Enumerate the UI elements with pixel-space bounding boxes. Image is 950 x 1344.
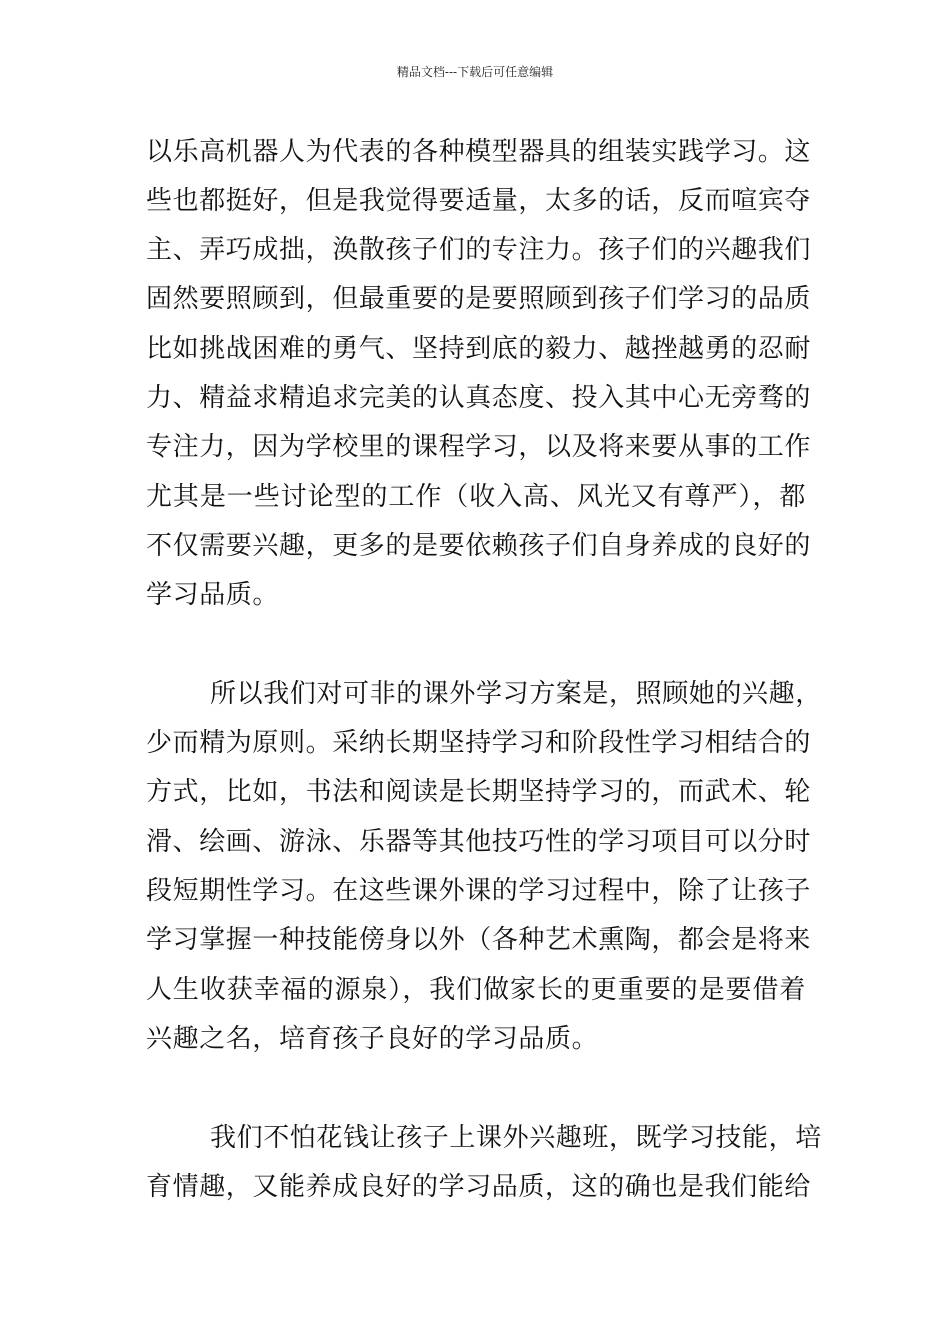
paragraph-1-line-1: 以乐高机器人为代表的各种模型器具的组装实践学习。这 bbox=[146, 137, 812, 167]
paragraph-3-line-2: 育情趣，又能养成良好的学习品质，这的确也是我们能给 bbox=[146, 1172, 812, 1202]
paragraph-1-line-2: 些也都挺好，但是我觉得要适量，太多的话，反而喧宾夺 bbox=[146, 186, 812, 216]
page-header: 精品文档---下载后可任意编辑 bbox=[396, 65, 554, 79]
paragraph-2-line-5: 段短期性学习。在这些课外课的学习过程中，除了让孩子 bbox=[146, 876, 812, 906]
paragraph-1-line-6: 力、精益求精追求完美的认真态度、投入其中心无旁骛的 bbox=[146, 383, 812, 413]
paragraph-2-line-3: 方式，比如，书法和阅读是长期坚持学习的，而武术、轮 bbox=[146, 777, 812, 807]
paragraph-1-line-3: 主、弄巧成拙，涣散孩子们的专注力。孩子们的兴趣我们 bbox=[146, 235, 812, 265]
paragraph-1-line-4: 固然要照顾到，但最重要的是要照顾到孩子们学习的品质 bbox=[146, 284, 812, 314]
paragraph-1-line-7: 专注力，因为学校里的课程学习，以及将来要从事的工作 bbox=[146, 432, 812, 462]
paragraph-1-line-10: 学习品质。 bbox=[146, 580, 280, 610]
paragraph-2-line-1: 所以我们对可非的课外学习方案是，照顾她的兴趣， bbox=[210, 679, 822, 709]
paragraph-2-line-6: 学习掌握一种技能傍身以外（各种艺术熏陶，都会是将来 bbox=[146, 925, 812, 955]
paragraph-2-line-4: 滑、绘画、游泳、乐器等其他技巧性的学习项目可以分时 bbox=[146, 827, 812, 857]
paragraph-2-line-2: 少而精为原则。采纳长期坚持学习和阶段性学习相结合的 bbox=[146, 728, 812, 758]
paragraph-3-line-1: 我们不怕花钱让孩子上课外兴趣班，既学习技能，培 bbox=[210, 1123, 822, 1153]
paragraph-1-line-5: 比如挑战困难的勇气、坚持到底的毅力、越挫越勇的忍耐 bbox=[146, 334, 812, 364]
paragraph-1-line-8: 尤其是一些讨论型的工作（收入高、风光又有尊严），都 bbox=[146, 482, 806, 512]
paragraph-2-line-8: 兴趣之名，培育孩子良好的学习品质。 bbox=[146, 1024, 599, 1054]
paragraph-2-line-7: 人生收获幸福的源泉），我们做家长的更重要的是要借着 bbox=[146, 975, 806, 1005]
paragraph-1-line-9: 不仅需要兴趣，更多的是要依赖孩子们自身养成的良好的 bbox=[146, 531, 812, 561]
